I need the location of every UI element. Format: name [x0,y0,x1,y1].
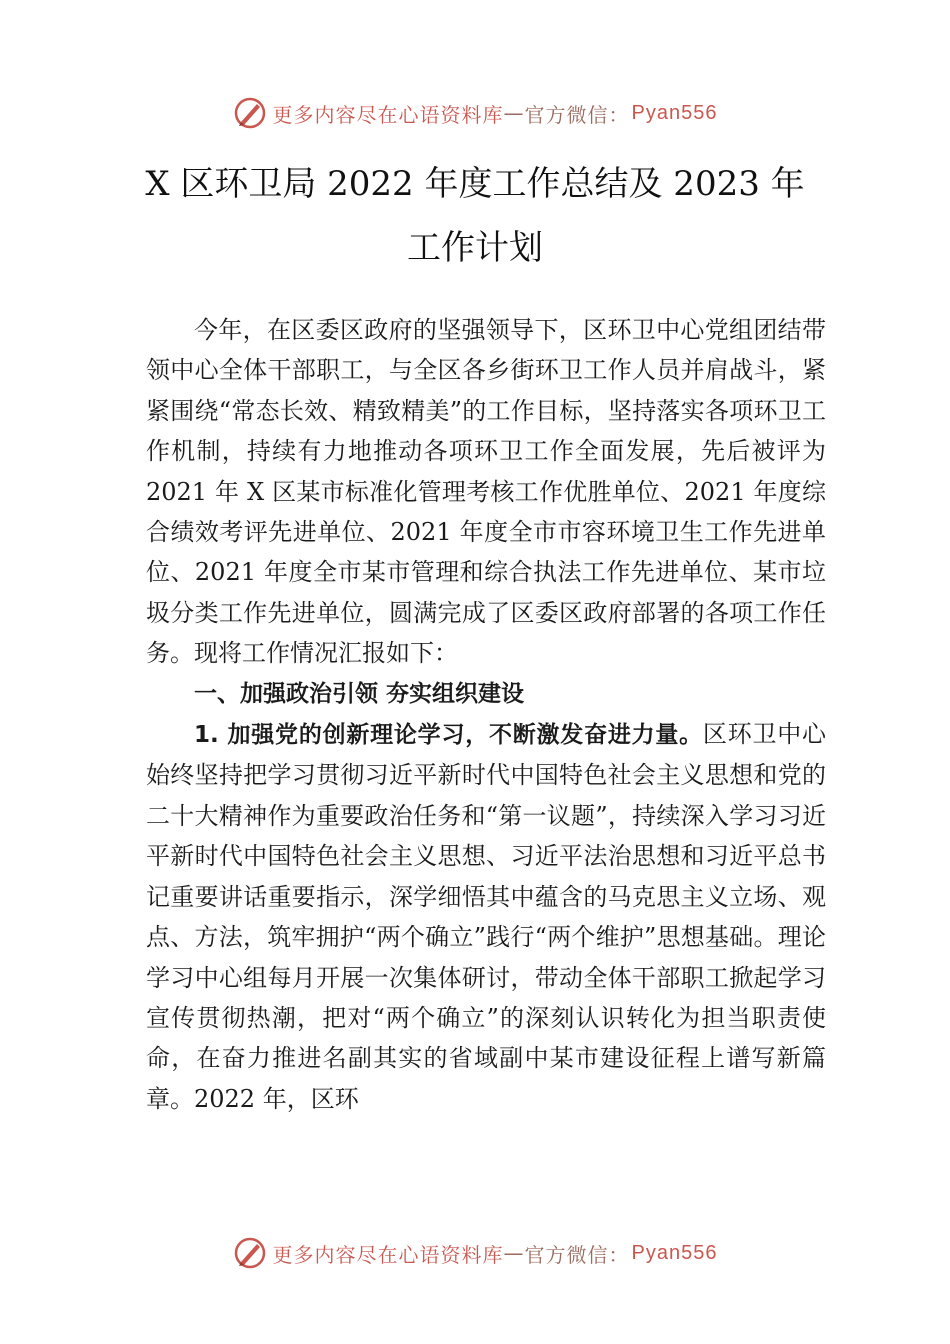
pen-logo-icon [233,96,267,130]
item-body: 区环卫中心始终坚持把学习贯彻习近平新时代中国特色社会主义思想和党的二十大精神作为重要政治任务和“第一议题”，持续深入学习习近平新时代中国特色社会主义思想、习近平法治思想和习近平总书记重要讲话重要指示，深学细悟其中蕴含的马克思主义立场、观点、方法，筑牢拥护“两个确立”践行“两个维护”思想基础。理论学习中心组每月开展一次集体研讨，带动全体干部职工掀起学习宣传贯彻热潮，把对“两个确立”的深刻认识转化为担当职责使命，在奋力推进名副其实的省域副中某市建设征程上谱写新篇章。2022 年，区环 [146,720,827,1113]
watermark-wechat-id: Pyan556 [631,101,718,124]
item-paragraph [146,714,826,1119]
intro-paragraph: 今年，在区委区政府的坚强领导下，区环卫中心党组团结带领中心全体干部职工，与全区各乡街环卫工作人员并肩战斗，紧紧围绕“常态长效、精致精美”的工作目标，坚持落实各项环卫工作机制，持续有力地推动各项环卫工作全面发展，先后被评为 2021 年 X 区某市标准化管理考核工作优胜单位、2021 年度综合绩效考评先进单位、2021 年度全市市容环境卫生工作先进单位、2021 年度全市某市管理和综合执法工作先进单位、某市垃圾分类工作先进单位，圆满完成了区委区政府部署的各项工作任务。现将工作情况汇报如下： [146,316,826,668]
watermark-header [0,96,950,130]
watermark-label: 官方微信： [524,102,630,127]
watermark-wechat-id: Pyan556 [631,1241,718,1264]
watermark-brand: 更多内容尽在心语资料库 [272,1242,504,1267]
watermark-footer [0,1236,950,1270]
watermark-brand: 更多内容尽在心语资料库 [272,102,504,127]
item-lead: 1. 加强党的创新理论学习，不断激发奋进力量。 [194,722,703,749]
watermark-separator: — [503,101,525,125]
document-body [146,310,826,1119]
watermark-separator: — [503,1241,525,1265]
watermark-label: 官方微信： [524,1242,630,1267]
pen-logo-icon [233,1236,267,1270]
section-heading: 一、加强政治引领 夯实组织建设 [194,680,525,707]
document-title-line1: X 区环卫局 2022 年度工作总结及 2023 年 [145,164,805,204]
document-title-line2: 工作计划 [407,228,543,268]
